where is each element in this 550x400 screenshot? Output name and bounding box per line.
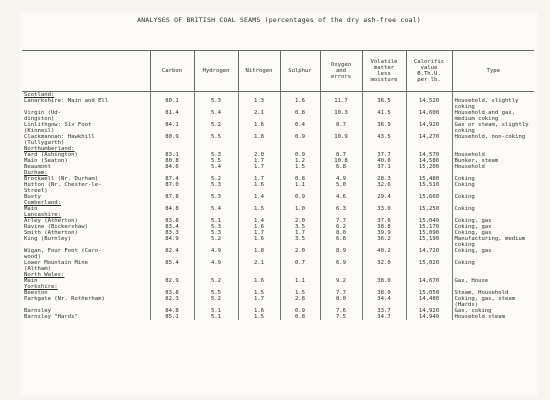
seam-name: Barnsley "Hards" <box>24 314 78 320</box>
calorific-cell: 15,090 <box>406 230 452 236</box>
volatile-cell: 36.9 <box>362 122 406 134</box>
oxygen-cell: 8.0 <box>320 230 362 236</box>
hydrogen-cell: 5.3 <box>194 224 238 230</box>
hydrogen-cell: 5.5 <box>194 158 238 164</box>
table-body <box>22 92 534 321</box>
carbon-cell: 80.1 <box>150 98 194 110</box>
sulphur-cell: 3.5 <box>280 236 320 248</box>
header-cell: Type <box>452 51 534 92</box>
seam-name: Main <box>24 206 38 212</box>
volatile-cell: 33.0 <box>362 206 406 212</box>
hydrogen-cell: 5.4 <box>194 164 238 170</box>
nitrogen-cell: 1.7 <box>238 164 280 170</box>
seam-name: Lanarkshire: Main and Ell <box>24 98 109 104</box>
calorific-cell: 15,170 <box>406 224 452 230</box>
carbon-cell: 85.4 <box>150 260 194 272</box>
type-cell: Gas, coking <box>452 308 534 314</box>
carbon-cell: 81.4 <box>150 110 194 122</box>
volatile-cell: 34.4 <box>362 296 406 308</box>
seam-name: King (Burnley) <box>24 236 72 242</box>
calorific-cell: 15,040 <box>406 218 452 224</box>
type-cell: Household <box>452 164 534 170</box>
carbon-cell: 87.8 <box>150 194 194 200</box>
seam-name: Arley (Atherton) <box>24 218 78 224</box>
header-cell: Hydrogen <box>194 51 238 92</box>
type-cell: Household <box>452 152 534 158</box>
volatile-cell: 37.7 <box>362 152 406 158</box>
header-cell: Carbon <box>150 51 194 92</box>
oxygen-cell: 9.2 <box>320 278 362 284</box>
hydrogen-cell: 4.9 <box>194 260 238 272</box>
oxygen-cell: 10.8 <box>320 158 362 164</box>
type-cell: Coking <box>452 194 534 200</box>
type-cell: Coking <box>452 206 534 212</box>
oxygen-cell: 8.7 <box>320 152 362 158</box>
hydrogen-cell: 5.2 <box>194 278 238 284</box>
oxygen-cell: 8.7 <box>320 122 362 134</box>
carbon-cell: 83.3 <box>150 230 194 236</box>
hydrogen-cell: 4.9 <box>194 248 238 260</box>
header-cell: Oxygen and errors <box>320 51 362 92</box>
table-row <box>22 314 534 320</box>
hydrogen-cell: 5.3 <box>194 152 238 158</box>
calorific-cell: 14,720 <box>406 248 452 260</box>
volatile-cell: 28.3 <box>362 176 406 182</box>
seam-name: Main <box>24 278 38 284</box>
oxygen-cell: 7.7 <box>320 290 362 296</box>
carbon-cell: 84.8 <box>150 308 194 314</box>
document-page <box>20 12 538 396</box>
table-row <box>22 296 534 308</box>
oxygen-cell: 4.9 <box>320 176 362 182</box>
nitrogen-cell: 1.5 <box>238 206 280 212</box>
header-row <box>22 51 534 92</box>
hydrogen-cell: 5.1 <box>194 308 238 314</box>
hydrogen-cell: 5.1 <box>194 314 238 320</box>
sulphur-cell: 2.8 <box>280 296 320 308</box>
oxygen-cell: 6.2 <box>320 224 362 230</box>
header-cell: Volatile matter less moisture <box>362 51 406 92</box>
calorific-cell: 14,920 <box>406 308 452 314</box>
table-row <box>22 122 534 134</box>
volatile-cell: 32.0 <box>362 260 406 272</box>
nitrogen-cell: 1.7 <box>238 230 280 236</box>
sulphur-cell: 2.0 <box>280 218 320 224</box>
seam-name: Barnsley <box>24 308 51 314</box>
sulphur-cell: 0.7 <box>280 260 320 272</box>
type-cell: Manufacturing, medium coking <box>452 236 534 248</box>
hydrogen-cell: 5.2 <box>194 236 238 248</box>
seam-name: Main (Seaton) <box>24 158 68 164</box>
oxygen-cell: 7.5 <box>320 314 362 320</box>
nitrogen-cell: 1.6 <box>238 224 280 230</box>
sulphur-cell: 3.5 <box>280 224 320 230</box>
carbon-cell: 84.9 <box>150 236 194 248</box>
table-row <box>22 248 534 260</box>
nitrogen-cell: 1.8 <box>238 134 280 146</box>
seam-name: Lower Mountain Mine (Altham) <box>24 260 88 272</box>
calorific-cell: 15,190 <box>406 236 452 248</box>
volatile-cell: 40.2 <box>362 248 406 260</box>
volatile-cell: 38.0 <box>362 278 406 284</box>
sulphur-cell: 1.7 <box>280 230 320 236</box>
region-label: Scotland: <box>24 92 55 98</box>
seam-name: Parkgate (Nr. Rotherham) <box>24 296 105 302</box>
nitrogen-cell: 1.6 <box>238 278 280 284</box>
sulphur-cell: 0.4 <box>280 122 320 134</box>
seam-name: Clackmannan: Hawkhill (Tullygarth) <box>24 134 95 146</box>
hydrogen-cell: 5.4 <box>194 110 238 122</box>
sulphur-cell: 0.9 <box>280 134 320 146</box>
header-cell: Nitrogen <box>238 51 280 92</box>
oxygen-cell: 10.9 <box>320 134 362 146</box>
oxygen-cell: 10.3 <box>320 110 362 122</box>
nitrogen-cell: 1.6 <box>238 182 280 194</box>
type-cell: Steam, Household <box>452 290 534 296</box>
type-cell: Gas or steam, slightly coking <box>452 122 534 134</box>
hydrogen-cell: 5.3 <box>194 194 238 200</box>
volatile-cell: 38.0 <box>362 290 406 296</box>
type-cell: Coking, gas <box>452 224 534 230</box>
carbon-cell: 80.9 <box>150 134 194 146</box>
volatile-cell: 37.1 <box>362 164 406 170</box>
carbon-cell: 87.4 <box>150 176 194 182</box>
nitrogen-cell: 1.8 <box>238 248 280 260</box>
sulphur-cell: 1.1 <box>280 278 320 284</box>
carbon-cell: 82.3 <box>150 296 194 308</box>
carbon-cell: 83.4 <box>150 224 194 230</box>
header-cell <box>22 51 150 92</box>
oxygen-cell: 7.7 <box>320 218 362 224</box>
carbon-cell: 83.8 <box>150 290 194 296</box>
calorific-cell: 14,940 <box>406 314 452 320</box>
calorific-cell: 14,580 <box>406 158 452 164</box>
header-cell: Calorific value B.Th.U. per lb. <box>406 51 452 92</box>
seam-name: Brockwell (Nr. Durham) <box>24 176 99 182</box>
type-cell: Household and gas, medium coking <box>452 110 534 122</box>
type-cell: Coking, gas <box>452 248 534 260</box>
volatile-cell: 37.6 <box>362 218 406 224</box>
calorific-cell: 14,480 <box>406 296 452 308</box>
carbon-cell: 82.4 <box>150 248 194 260</box>
seam-name: Virgin (Ud- dingston) <box>24 110 62 122</box>
sulphur-cell: 0.9 <box>280 308 320 314</box>
nitrogen-cell: 1.5 <box>238 290 280 296</box>
volatile-cell: 36.5 <box>362 98 406 110</box>
table-row <box>22 182 534 194</box>
seam-name: Smith (Atherton) <box>24 230 78 236</box>
region-label: Lancashire: <box>24 212 62 218</box>
type-cell: Coking <box>452 176 534 182</box>
carbon-cell: 87.0 <box>150 182 194 194</box>
carbon-cell: 80.8 <box>150 158 194 164</box>
type-cell: Household, slightly coking <box>452 98 534 110</box>
hydrogen-cell: 5.2 <box>194 296 238 308</box>
carbon-cell: 83.1 <box>150 152 194 158</box>
region-label: Cumberland: <box>24 200 62 206</box>
carbon-cell: 85.1 <box>150 314 194 320</box>
carbon-cell: 84.1 <box>150 122 194 134</box>
oxygen-cell: 5.0 <box>320 182 362 194</box>
oxygen-cell: 6.9 <box>320 260 362 272</box>
carbon-cell: 82.9 <box>150 278 194 284</box>
type-cell: Coking, gas <box>452 218 534 224</box>
region-label: Yorkshire: <box>24 284 58 290</box>
hydrogen-cell: 5.4 <box>194 206 238 212</box>
region-label: Northumberland: <box>24 146 75 152</box>
nitrogen-cell: 1.4 <box>238 218 280 224</box>
sulphur-cell: 1.0 <box>280 206 320 212</box>
hydrogen-cell: 5.2 <box>194 122 238 134</box>
table-row <box>22 236 534 248</box>
volatile-cell: 29.4 <box>362 194 406 200</box>
sulphur-cell: 1.5 <box>280 290 320 296</box>
seam-name: Linlithgow: Six Foot (Kinneil) <box>24 122 92 134</box>
sulphur-cell: 0.9 <box>280 194 320 200</box>
type-cell: Coking, gas, steam (Hards) <box>452 296 534 308</box>
type-cell: Coking <box>452 182 534 194</box>
calorific-cell: 14,920 <box>406 122 452 134</box>
calorific-cell: 15,050 <box>406 290 452 296</box>
calorific-cell: 15,250 <box>406 206 452 212</box>
hydrogen-cell: 5.5 <box>194 290 238 296</box>
sulphur-cell: 2.0 <box>280 248 320 260</box>
volatile-cell: 39.9 <box>362 230 406 236</box>
seam-name: Beaumont <box>24 164 51 170</box>
sulphur-cell: 0.9 <box>280 152 320 158</box>
sulphur-cell: 0.8 <box>280 110 320 122</box>
calorific-cell: 14,570 <box>406 152 452 158</box>
hydrogen-cell: 5.5 <box>194 134 238 146</box>
type-cell: Coking, gas <box>452 230 534 236</box>
calorific-cell: 15,020 <box>406 260 452 272</box>
sulphur-cell: 1.1 <box>280 182 320 194</box>
carbon-cell: 83.8 <box>150 218 194 224</box>
volatile-cell: 38.8 <box>362 224 406 230</box>
sulphur-cell: 1.5 <box>280 164 320 170</box>
sulphur-cell: 0.8 <box>280 176 320 182</box>
nitrogen-cell: 1.7 <box>238 296 280 308</box>
header-cell: Sulphur <box>280 51 320 92</box>
sulphur-cell: 0.8 <box>280 314 320 320</box>
oxygen-cell: 6.3 <box>320 206 362 212</box>
sulphur-cell: 1.6 <box>280 98 320 110</box>
seam-name: Ravine (Bickershaw) <box>24 224 88 230</box>
seam-name: Yard (Ashington) <box>24 152 78 158</box>
volatile-cell: 36.2 <box>362 236 406 248</box>
nitrogen-cell: 2.1 <box>238 260 280 272</box>
oxygen-cell: 11.7 <box>320 98 362 110</box>
nitrogen-cell: 1.6 <box>238 236 280 248</box>
sulphur-cell: 1.2 <box>280 158 320 164</box>
type-cell: Bunker, steam <box>452 158 534 164</box>
nitrogen-cell: 1.6 <box>238 308 280 314</box>
seam-name: Beeston <box>24 290 48 296</box>
nitrogen-cell: 1.4 <box>238 194 280 200</box>
nitrogen-cell: 2.0 <box>238 152 280 158</box>
calorific-cell: 14,520 <box>406 98 452 110</box>
seam-name: Busty <box>24 194 41 200</box>
hydrogen-cell: 5.1 <box>194 218 238 224</box>
seam-name: Hutton (Nr. Chester-le- Street) <box>24 182 102 194</box>
oxygen-cell: 4.6 <box>320 194 362 200</box>
nitrogen-cell: 1.3 <box>238 98 280 110</box>
carbon-cell: 84.6 <box>150 164 194 170</box>
calorific-cell: 15,200 <box>406 164 452 170</box>
region-label: North Wales: <box>24 272 65 278</box>
table-row <box>22 98 534 110</box>
oxygen-cell: 7.6 <box>320 308 362 314</box>
nitrogen-cell: 1.7 <box>238 158 280 164</box>
calorific-cell: 15,510 <box>406 182 452 194</box>
table-row <box>22 260 534 272</box>
coal-analysis-table <box>22 50 534 320</box>
volatile-cell: 33.7 <box>362 308 406 314</box>
oxygen-cell: 6.8 <box>320 164 362 170</box>
calorific-cell: 14,600 <box>406 110 452 122</box>
oxygen-cell: 8.9 <box>320 248 362 260</box>
nitrogen-cell: 1.7 <box>238 176 280 182</box>
type-cell: Household steam <box>452 314 534 320</box>
oxygen-cell: 6.8 <box>320 236 362 248</box>
hydrogen-cell: 5.3 <box>194 230 238 236</box>
nitrogen-cell: 2.1 <box>238 110 280 122</box>
table-row <box>22 110 534 122</box>
volatile-cell: 32.6 <box>362 182 406 194</box>
carbon-cell: 84.8 <box>150 206 194 212</box>
nitrogen-cell: 1.5 <box>238 314 280 320</box>
type-cell: Gas, House <box>452 278 534 284</box>
region-label: Durham: <box>24 170 48 176</box>
calorific-cell: 15,660 <box>406 194 452 200</box>
nitrogen-cell: 1.6 <box>238 122 280 134</box>
hydrogen-cell: 5.3 <box>194 98 238 110</box>
volatile-cell: 40.6 <box>362 158 406 164</box>
calorific-cell: 15,480 <box>406 176 452 182</box>
volatile-cell: 41.5 <box>362 110 406 122</box>
document-title: ANALYSES OF BRITISH COAL SEAMS (percentages of the dry ash-free coal) <box>137 16 421 24</box>
type-cell: Coking <box>452 260 534 272</box>
calorific-cell: 14,670 <box>406 278 452 284</box>
volatile-cell: 43.5 <box>362 134 406 146</box>
volatile-cell: 34.7 <box>362 314 406 320</box>
calorific-cell: 14,270 <box>406 134 452 146</box>
type-cell: Household, non-coking <box>452 134 534 146</box>
seam-name: Wigan, Four Foot (Caro- wood) <box>24 248 102 260</box>
table-row <box>22 134 534 146</box>
hydrogen-cell: 5.2 <box>194 176 238 182</box>
hydrogen-cell: 5.3 <box>194 182 238 194</box>
oxygen-cell: 8.0 <box>320 296 362 308</box>
